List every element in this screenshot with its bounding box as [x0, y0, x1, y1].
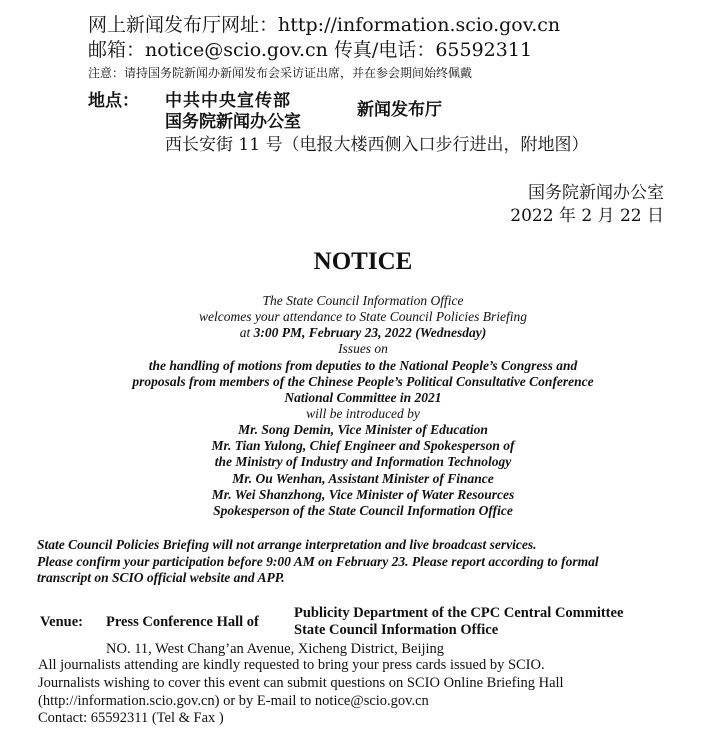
- notice-line: proposals from members of the Chinese People’s Political Consultative Conference: [132, 374, 594, 389]
- disclaimer-line: Please confirm your participation before 9:00 AM on February 23. Please report according to formal: [37, 554, 599, 569]
- cn-venue-label: 地点：: [88, 91, 139, 111]
- cn-website-line: 网上新闻发布厅网址：http://information.scio.gov.cn: [88, 14, 561, 36]
- notice-line: National Committee in 2021: [284, 390, 442, 405]
- notice-line: welcomes your attendance to State Council Policies Briefing: [198, 309, 528, 324]
- notice-line: will be introduced by: [306, 406, 420, 421]
- cn-signature-org: 国务院新闻办公室: [528, 183, 664, 203]
- disclaimer-line: State Council Policies Briefing will not arrange interpretation and live broadcast services.: [37, 537, 537, 552]
- en-venue-line-3: State Council Information Office: [294, 622, 499, 638]
- footer-line: All journalists attending are kindly requested to bring your press cards issued by SCIO.: [38, 657, 545, 673]
- footer-line: Journalists wishing to cover this event can submit questions on SCIO Online Briefing Hall: [38, 675, 564, 691]
- cn-venue-line-1: 中共中央宣传部: [165, 91, 291, 111]
- footer-contact-line: Contact: 65592311 (Tel & Fax ): [38, 710, 224, 726]
- speaker-line: Mr. Tian Yulong, Chief Engineer and Spokesperson of: [211, 438, 515, 453]
- cn-venue-line-2: 国务院新闻办公室: [165, 112, 301, 132]
- speaker-line: the Ministry of Industry and Information Technology: [214, 454, 512, 469]
- cn-email-fax-line: 邮箱：notice@scio.gov.cn 传真/电话：65592311: [88, 39, 533, 61]
- notice-line: The State Council Information Office: [262, 293, 464, 308]
- en-venue-line-1: Press Conference Hall of: [106, 614, 259, 630]
- speaker-line: Mr. Ou Wenhan, Assistant Minister of Finance: [232, 471, 494, 486]
- notice-time-line: [0, 325, 726, 341]
- notice-time-prefix: at: [239, 325, 254, 340]
- cn-venue-address: 西长安街 11 号（电报大楼西侧入口步行进出，附地图）: [165, 135, 589, 155]
- notice-time-value: 3:00 PM, February 23, 2022 (Wednesday): [253, 325, 487, 340]
- notice-line: Issues on: [338, 341, 388, 356]
- speaker-line: Mr. Song Demin, Vice Minister of Education: [238, 422, 488, 437]
- speaker-line: Mr. Wei Shanzhong, Vice Minister of Water Resources: [211, 487, 515, 502]
- notice-line: the handling of motions from deputies to the National People’s Congress and: [148, 358, 578, 373]
- cn-signature-date: 2022 年 2 月 22 日: [510, 206, 664, 226]
- en-venue-label: Venue:: [40, 614, 83, 630]
- en-venue-address: NO. 11, West Chang’an Avenue, Xicheng District, Beijing: [106, 641, 445, 657]
- en-venue-line-2: Publicity Department of the CPC Central Committee: [294, 605, 624, 621]
- cn-note-line: 注意：请持国务院新闻办新闻发布会采访证出席，并在参会期间始终佩戴: [88, 66, 473, 80]
- notice-title: NOTICE: [313, 248, 413, 275]
- cn-venue-line-3: 新闻发布厅: [357, 100, 442, 120]
- speaker-line: Spokesperson of the State Council Information Office: [213, 503, 513, 518]
- disclaimer-line: transcript on SCIO official website and APP.: [37, 570, 285, 585]
- footer-line: (http://information.scio.gov.cn) or by E-mail to notice@scio.gov.cn: [38, 693, 429, 709]
